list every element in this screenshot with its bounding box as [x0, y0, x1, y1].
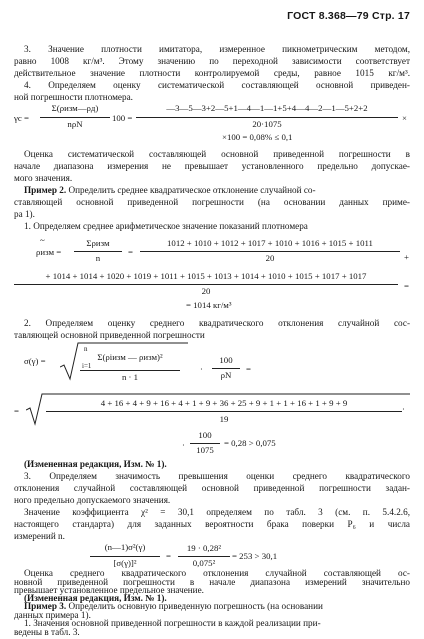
- formula-denominator: n: [95, 253, 101, 263]
- formula-denominator: 20: [201, 286, 211, 296]
- formula-dot: ·: [402, 404, 405, 414]
- formula-denominator: 0,075²: [192, 558, 216, 568]
- fraction-bar: [40, 117, 110, 118]
- example-text: Определить среднее квадратическое отклонение случайной со-: [66, 185, 316, 195]
- text-line: ного предельно допускаемого значения.: [14, 495, 171, 505]
- formula-denominator: nρN: [67, 119, 83, 129]
- text-line: превышает установленное предельное значение.: [14, 585, 204, 596]
- fraction-bar: [74, 251, 122, 252]
- text-line: тавляющей основной приведенной погрешности: [14, 330, 205, 340]
- formula-numerator: Σρизм: [86, 238, 110, 248]
- example-label: Пример 3.: [24, 601, 67, 612]
- formula-equals: =: [14, 406, 19, 416]
- text-line: новной приведенной погрешности в начале диапазона измерений значительно: [14, 576, 410, 587]
- fraction-bar: [136, 117, 398, 118]
- formula-times-sign: ×: [402, 113, 407, 123]
- fraction-bar: [14, 284, 398, 285]
- text-line: отклонения случайной составляющей основной приведенной погрешности задан-: [14, 483, 410, 493]
- text-line: 1. Значения основной приведенной погрешности в каждой реализации при-: [24, 618, 321, 629]
- formula-dot: ·: [200, 364, 203, 374]
- formula-equals: =: [404, 281, 409, 291]
- text-line: измерений n.: [14, 531, 65, 541]
- text-line: Значение коэффициента χ² = 30,1 определяем по табл. 3 (см. п. 5.4.2.6,: [24, 507, 410, 517]
- formula-numerator: 100: [198, 430, 212, 440]
- fraction-bar: [178, 556, 230, 557]
- formula-numerator: Σ(ρiизм — ρизм)²: [97, 352, 163, 362]
- formula-denominator: 19: [219, 414, 229, 424]
- text-line: 3. Определяем значимость превышения оценки среднего квадратического: [24, 471, 410, 481]
- formula-denominator: [σ(γ)]²: [113, 558, 137, 568]
- text-line: ведены в табл. 3.: [14, 626, 80, 637]
- formula-denominator: n · 1: [121, 372, 139, 382]
- formula-numerator: (n—1)σ²(γ): [104, 542, 146, 552]
- text-line: мого значения.: [14, 173, 73, 183]
- formula-sigma-lhs: σ(γ) =: [24, 356, 46, 366]
- formula-numerator: + 1014 + 1014 + 1020 + 1019 + 1011 + 1015 + 1013 + 1014 + 1010 + 1015 + 1017 + 1017: [45, 271, 367, 281]
- sum-lower-limit: i=1: [82, 362, 92, 370]
- text-line: 3. Значение плотности имитатора, измеренное пикнометрическим методом,: [24, 44, 410, 54]
- formula-numerator: 19 · 0,28²: [186, 543, 222, 553]
- example-label: Пример 2.: [24, 185, 67, 195]
- formula-denominator: ρN: [220, 370, 232, 380]
- formula-equals: =: [128, 247, 133, 257]
- formula-denominator: 20: [265, 253, 275, 263]
- example-2-heading: [24, 185, 316, 197]
- revision-note: (Измененная редакция, Изм. № 1).: [24, 459, 167, 469]
- text-line: 4. Определяем оценку систематической составляющей основной приведен-: [24, 80, 410, 90]
- formula-equals: =: [166, 551, 171, 561]
- fraction-bar: [140, 251, 400, 252]
- fraction-bar: [212, 368, 240, 369]
- text-line: 1. Определяем среднее арифметическое значение показаний плотномера: [24, 221, 308, 231]
- text-line: начале диапазона измерения не превышает установленного предельно допускае-: [14, 161, 410, 171]
- text-line: действительное значение плотности контролируемой среды, равное 1015 кг/м³.: [14, 68, 410, 78]
- revision-note: (Измененная редакция, Изм. № 1).: [24, 593, 167, 604]
- text-line: Оценка среднего квадратического отклонения случайной составляющей ос-: [24, 567, 410, 578]
- page-header: ГОСТ 8.368—79 Стр. 17: [287, 10, 410, 22]
- formula-result: = 253 > 30,1: [232, 551, 278, 561]
- text-line: настоящего стандарта) для заданных вероятности брака поверки P₆ и числа: [14, 519, 410, 529]
- fraction-bar: [190, 443, 220, 444]
- formula-gamma-lhs: γс =: [14, 113, 29, 123]
- example-text: Определить основную приведенную погрешность (на основании: [66, 601, 323, 612]
- formula-rho-lhs: ρизм =: [36, 247, 62, 257]
- formula-denominator: 20·1075: [252, 119, 282, 129]
- fraction-bar: [80, 370, 180, 371]
- formula-denominator: 1075: [196, 445, 214, 455]
- formula-result: = 1014 кг/м³: [186, 300, 232, 310]
- text-line: 2. Определяем оценку среднего квадратического отклонения случайной сос-: [24, 318, 410, 328]
- formula-numerator: 1012 + 1010 + 1012 + 1017 + 1010 + 1016 + 1015 + 1011: [167, 238, 373, 248]
- fraction-bar: [90, 556, 160, 557]
- text-line: Оценка систематической составляющей основной приведенной погрешности в: [24, 149, 410, 159]
- formula-numerator: 100: [219, 355, 233, 365]
- formula-numerator: Σ(ρизм—ρд): [51, 103, 99, 113]
- formula-plus: +: [404, 252, 409, 262]
- formula-result: ×100 = 0,08% ≤ 0,1: [222, 132, 293, 142]
- formula-numerator: 4 + 16 + 4 + 9 + 16 + 4 + 1 + 9 + 36 + 25 + 9 + 1 + 1 + 16 + 1 + 9 + 9: [100, 398, 348, 408]
- formula-result: = 0,28 > 0,075: [224, 438, 276, 448]
- text-line: ной погрешности плотномера.: [14, 92, 133, 102]
- text-line: данных примера 1).: [14, 609, 91, 620]
- formula-times-100: 100 =: [112, 113, 133, 123]
- formula-equals: =: [246, 364, 251, 374]
- fraction-bar: [46, 411, 402, 412]
- formula-numerator: —3—5—3+2—5+1—4—1—1+5+4—4—2—1—5+2+2: [166, 103, 368, 113]
- text-line: ставляющей основной приведенной погрешности (на основании данных приме-: [14, 197, 410, 207]
- formula-dot: ·: [182, 440, 185, 450]
- sum-upper-limit: n: [84, 345, 88, 353]
- text-line: равно 1008 кг/м³. Этому значению по переходной зависимости соответствует: [14, 56, 410, 66]
- text-line: ра 1).: [14, 209, 35, 219]
- tilde-mark: ~: [40, 235, 45, 245]
